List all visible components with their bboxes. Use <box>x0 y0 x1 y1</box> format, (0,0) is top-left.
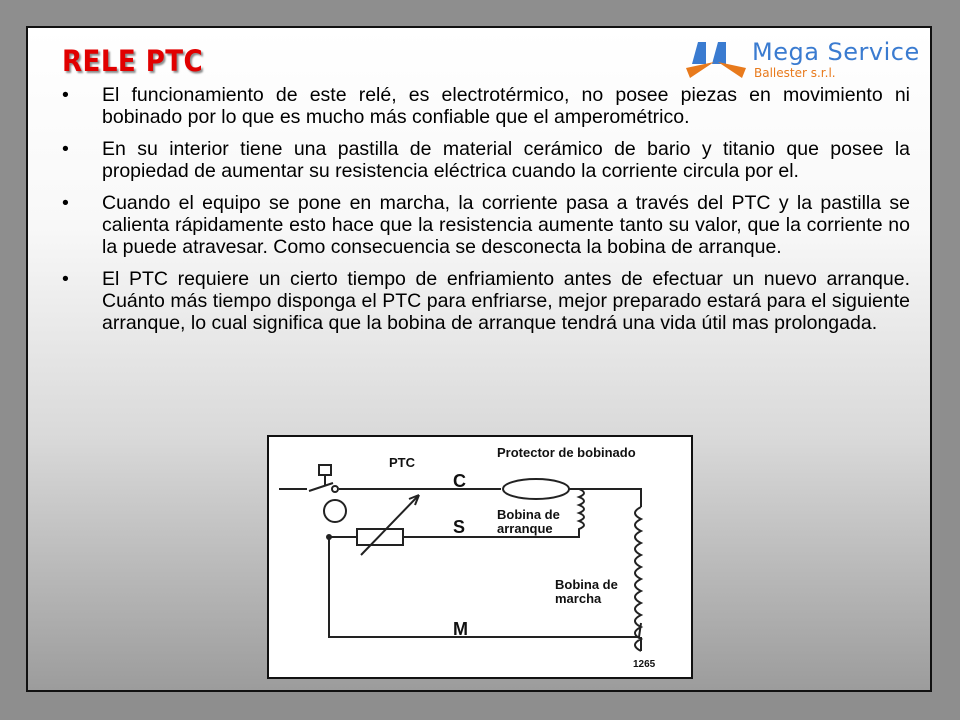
circuit-drawing <box>269 437 691 677</box>
bullet-text: El PTC requiere un cierto tiempo de enfriamiento antes de efectuar un nuevo arranque. Cuánto más tiempo disponga el PTC para enfriarse, mejor preparado estará para el siguiente arranque, lo cual significa que la bobina de arranque tendrá una vida útil mas prolongada. <box>102 268 910 334</box>
mega-service-logo <box>684 38 934 86</box>
bullet-item <box>62 84 910 128</box>
figure-number: 1265 <box>633 659 656 670</box>
slide-title: RELE PTC <box>62 44 204 78</box>
terminal-s-label: S <box>453 517 466 537</box>
bullet-text: En su interior tiene una pastilla de material cerámico de bario y titanio que posee la propiedad de aumentar su resistencia eléctrica cuando la corriente circula por el. <box>102 138 910 182</box>
start-coil-label-line1: Bobina de <box>497 507 560 522</box>
terminal-c-label: C <box>453 471 466 491</box>
bullet-icon: • <box>62 192 69 214</box>
bullet-icon: • <box>62 138 69 160</box>
bullet-icon: • <box>62 84 69 106</box>
bullet-item <box>62 138 910 182</box>
bullet-item <box>62 268 910 334</box>
start-coil-label-line2: arranque <box>497 521 553 536</box>
bullet-item <box>62 192 910 258</box>
bullet-list <box>62 84 910 344</box>
protector-label: Protector de bobinado <box>497 445 636 460</box>
ptc-label: PTC <box>389 455 415 470</box>
bullet-icon: • <box>62 268 69 290</box>
terminal-m-label: M <box>453 619 468 639</box>
logo-mark-icon <box>684 38 748 86</box>
run-coil-label-line2: marcha <box>555 591 602 606</box>
logo-name: Mega Service <box>752 38 920 66</box>
run-coil-label-line1: Bobina de <box>555 577 618 592</box>
ptc-wiring-diagram <box>267 435 693 679</box>
logo-subtitle: Ballester s.r.l. <box>754 66 836 80</box>
bullet-text: Cuando el equipo se pone en marcha, la corriente pasa a través del PTC y la pastilla se calienta rápidamente esto hace que la resistencia aumente tanto su valor, que la corriente no la puede atravesar. Como consecuencia se desconecta la bobina de arranque. <box>102 192 910 258</box>
junction-dot <box>326 534 332 540</box>
bullet-text: El funcionamiento de este relé, es electrotérmico, no posee piezas en movimiento ni bobinado por lo que es mucho más confiable que el amperométrico. <box>102 84 910 128</box>
